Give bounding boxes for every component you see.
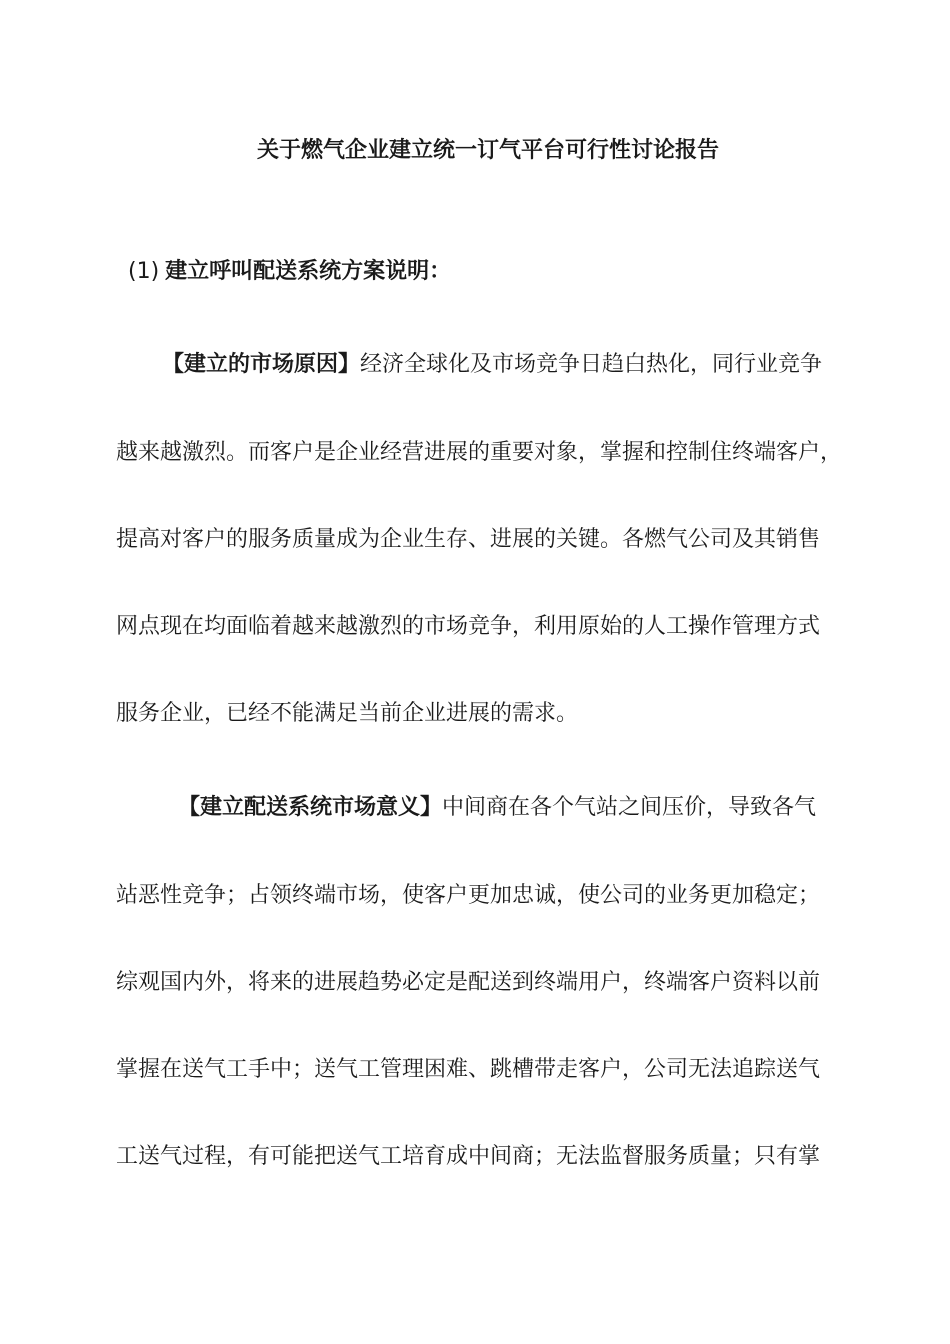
paragraph2-line-5: 工送气过程，有可能把送气工培育成中间商；无法监督服务质量；只有掌: [116, 1144, 821, 1169]
section-heading: [128, 256, 451, 288]
paragraph1-line-5: 服务企业，已经不能满足当前企业进展的需求。: [116, 701, 579, 726]
paragraph1-line-1: [162, 349, 922, 381]
document-title: 关于燃气企业建立统一订气平台可行性讨论报告: [256, 138, 719, 163]
paragraph1-line-3: 提高对客户的服务质量成为企业生存、进展的关键。各燃气公司及其销售: [116, 527, 821, 552]
paragraph2-keyword: 【建立配送系统市场意义】: [178, 795, 443, 820]
section-heading-text: 建立呼叫配送系统方案说明：: [165, 259, 452, 284]
paragraph1-keyword: 【建立的市场原因】: [162, 352, 361, 377]
paragraph2-text-1: 中间商在各个气站之间压价，导致各气: [442, 795, 817, 820]
paragraph1-line-2: 越来越激烈。而客户是企业经营进展的重要对象，掌握和控制住终端客户，: [116, 440, 843, 465]
paragraph2-line-3: 综观国内外，将来的进展趋势必定是配送到终端用户，终端客户资料以前: [116, 970, 821, 995]
paragraph1-line-4: 网点现在均面临着越来越激烈的市场竞争，利用原始的人工操作管理方式: [116, 614, 821, 639]
paragraph2-line-2: 站恶性竞争；占领终端市场，使客户更加忠诚，使公司的业务更加稳定；: [116, 883, 821, 908]
paragraph1-text-1: 经济全球化及市场竞争日趋白热化，同行业竞争: [360, 352, 823, 377]
paragraph2-line-4: 掌握在送气工手中；送气工管理困难、跳槽带走客户，公司无法追踪送气: [116, 1057, 821, 1082]
paragraph2-line-1: [178, 792, 938, 824]
section-number: (1): [128, 259, 160, 284]
